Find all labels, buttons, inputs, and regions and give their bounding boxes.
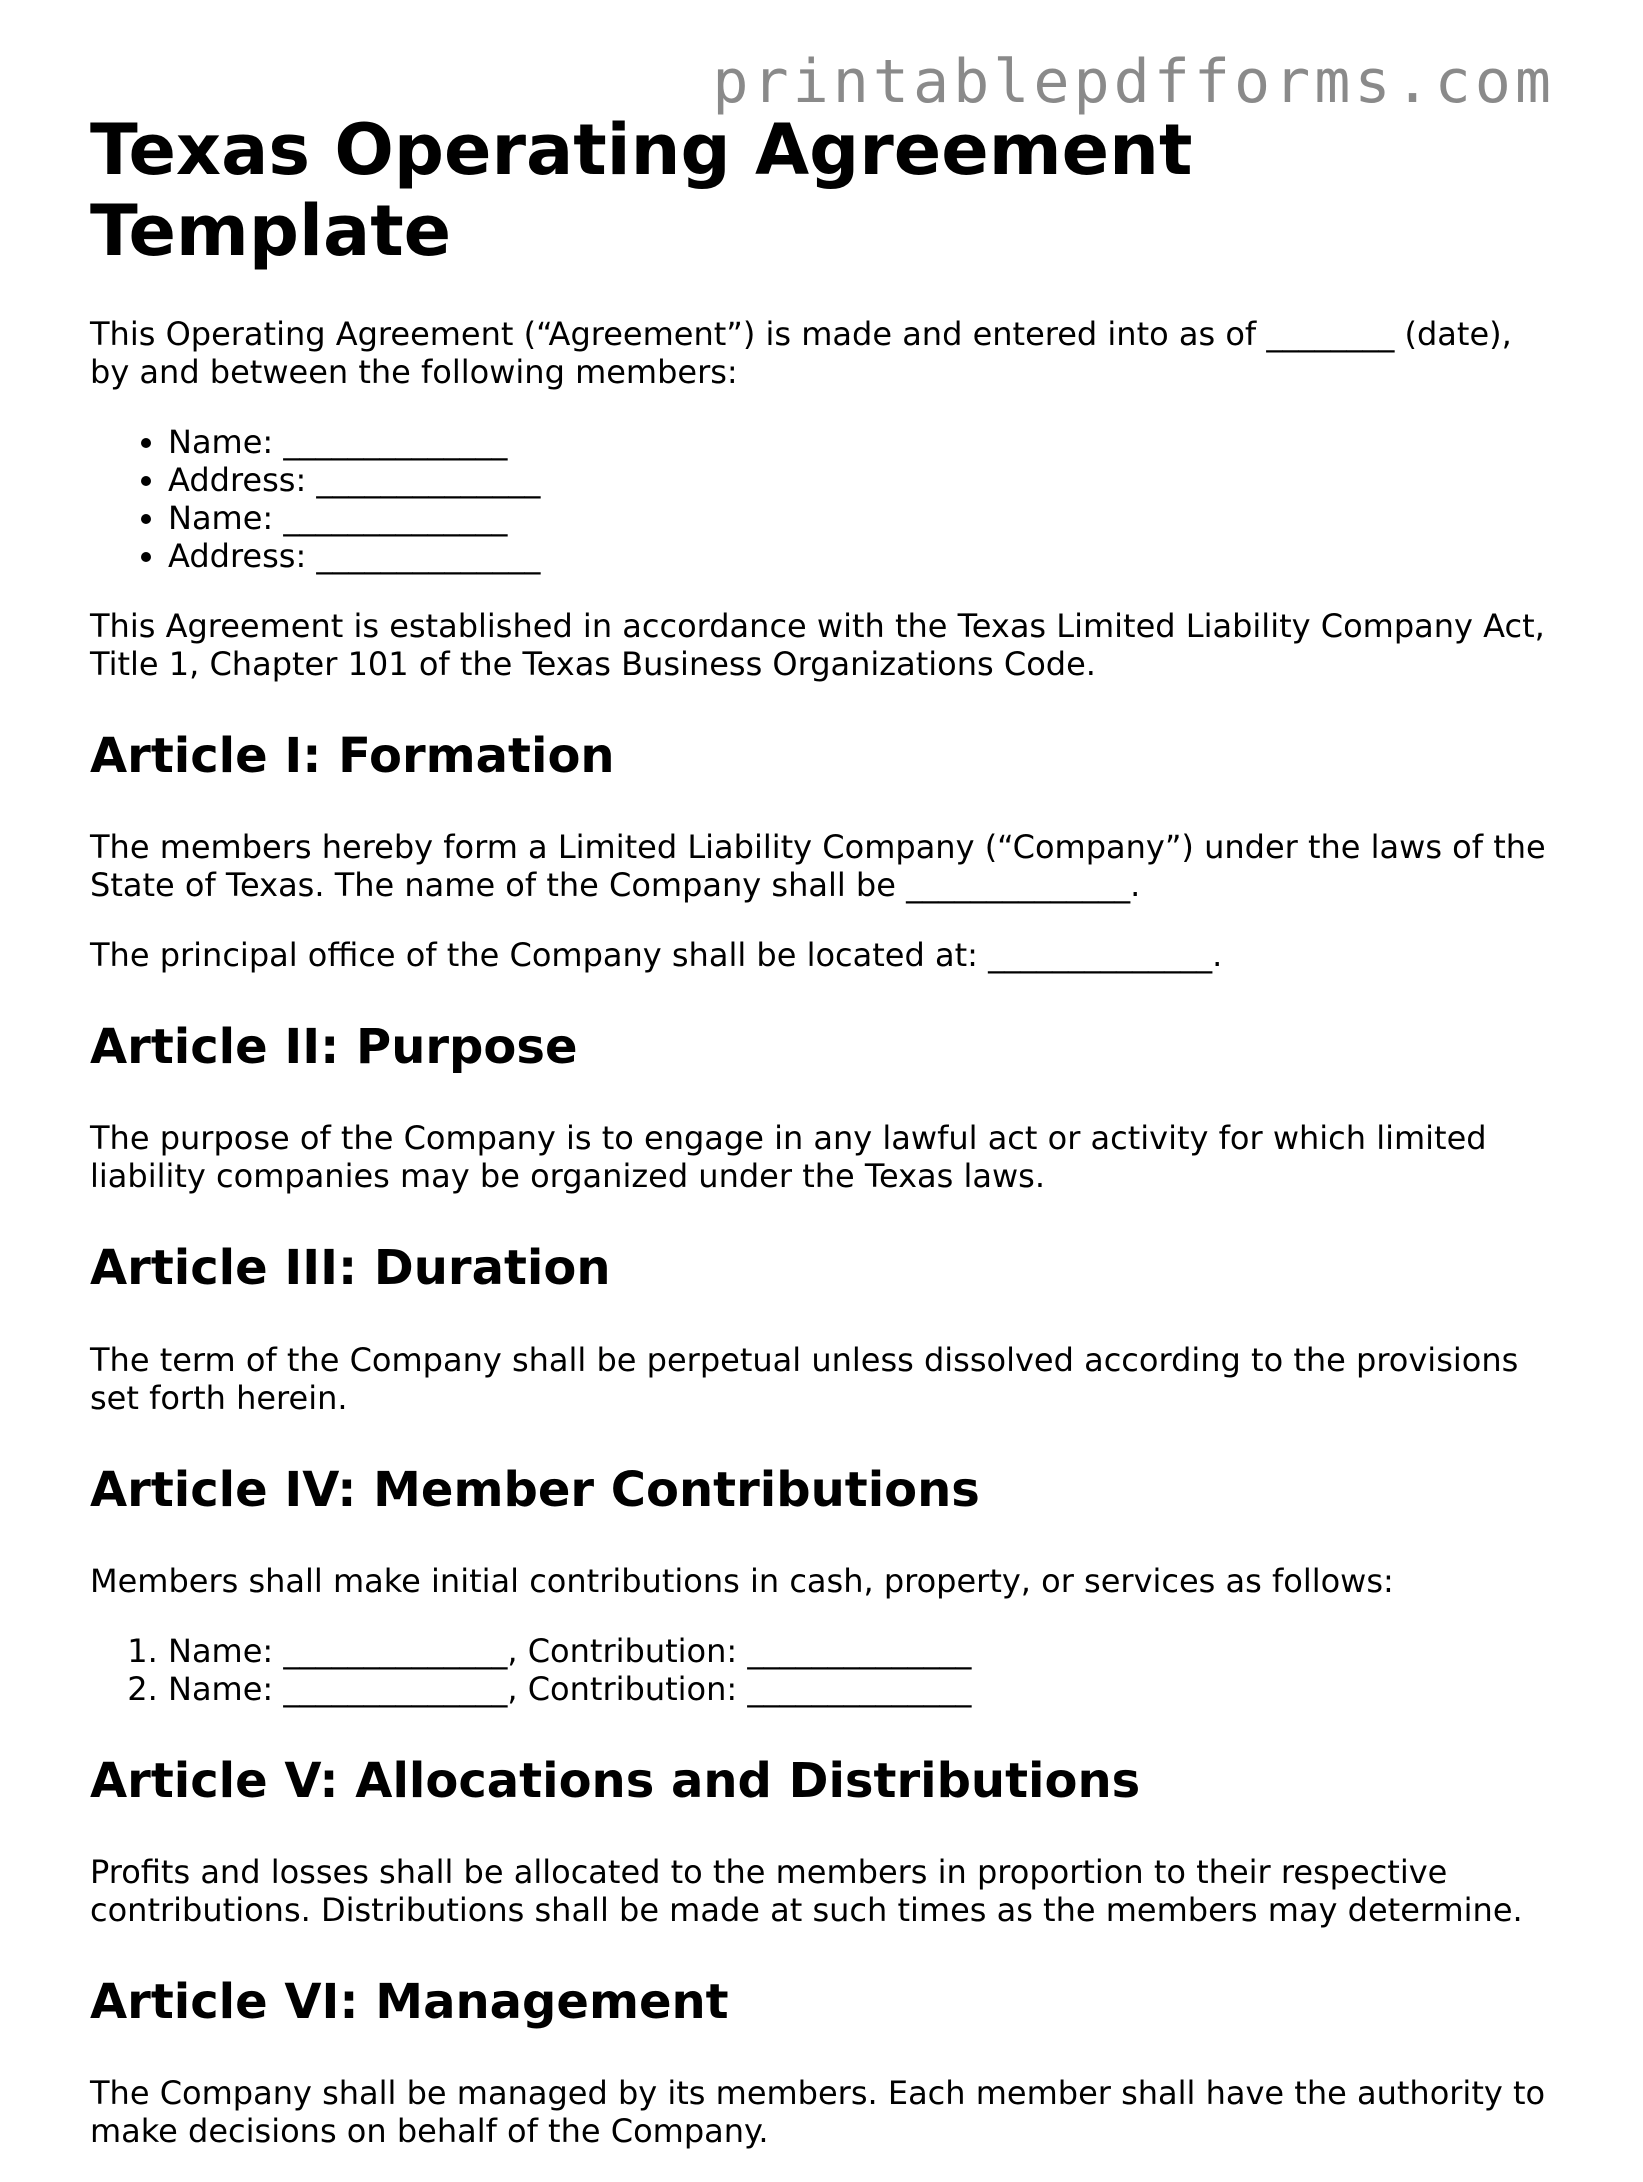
article-formation-heading: Article I: Formation xyxy=(90,728,615,784)
members-list xyxy=(90,423,1560,575)
document-title: Texas Operating Agreement Template xyxy=(90,109,1193,272)
article-management-text: The Company shall be managed by its members. Each member shall have the authority to make decisions on behalf of the Company. xyxy=(90,2074,1546,2151)
member-address-field: • Address: ______________ xyxy=(168,537,1560,575)
article-allocations-text: Profits and losses shall be allocated to the members in proportion to their respective contributions. Distributions shall be made at such times as the members may determine. xyxy=(90,1852,1523,1929)
article-formation-text: The members hereby form a Limited Liability Company (“Company”) under the laws of the State of Texas. The name of the Company shall be ______________. xyxy=(90,828,1546,905)
article-duration-text: The term of the Company shall be perpetual unless dissolved according to the provisions set forth herein. xyxy=(90,1340,1519,1417)
intro-paragraph: This Operating Agreement (“Agreement”) is made and entered into as of ________ (date), by and between the following members: xyxy=(90,315,1512,391)
member-name-field: • Name: ______________ xyxy=(168,499,1560,537)
article-management-heading: Article VI: Management xyxy=(90,1973,729,2030)
contribution-item: 1. Name: ______________, Contribution: ______________ xyxy=(168,1632,1560,1670)
article-contributions-text: Members shall make initial contributions in cash, property, or services as follows: xyxy=(90,1561,1394,1600)
member-address-field: • Address: ______________ xyxy=(168,461,1560,499)
legal-basis-paragraph: This Agreement is established in accordance with the Texas Limited Liability Company Act, Title 1, Chapter 101 of the Texas Business Organizations Code. xyxy=(90,607,1545,683)
article-duration-heading: Article III: Duration xyxy=(90,1240,611,1297)
article-contributions-heading: Article IV: Member Contributions xyxy=(90,1461,980,1518)
article-purpose-text: The purpose of the Company is to engage in any lawful act or activity for which limited liability companies may be organized under the Texas laws. xyxy=(90,1119,1487,1196)
contribution-item: 2. Name: ______________, Contribution: ______________ xyxy=(168,1670,1560,1708)
document-body xyxy=(90,110,1560,2182)
article-allocations-heading: Article V: Allocations and Distributions xyxy=(90,1752,1141,1809)
article-formation-office-text: The principal office of the Company shall be located at: ______________. xyxy=(90,936,1223,975)
article-purpose-heading: Article II: Purpose xyxy=(90,1019,578,1076)
contributions-list xyxy=(90,1632,1560,1708)
member-name-field: • Name: ______________ xyxy=(168,423,1560,461)
watermark: printablepdfforms.com xyxy=(712,47,1555,117)
